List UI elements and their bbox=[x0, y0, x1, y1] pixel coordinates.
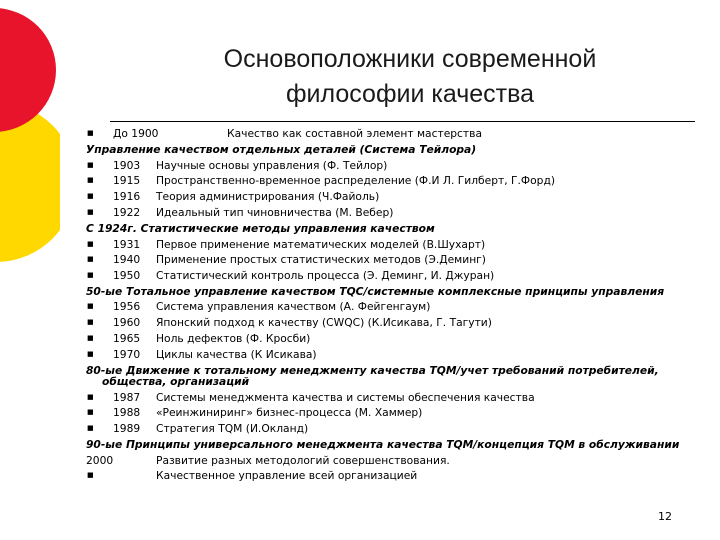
bullet-square-icon: ■ bbox=[87, 349, 94, 358]
list-item-text: Идеальный тип чиновничества (М. Вебер) bbox=[156, 205, 394, 219]
list-item-year: 1988 bbox=[113, 406, 141, 420]
list-item-text: Японский подход к качеству (CWQC) (К.Исикава, Г. Тагути) bbox=[156, 316, 492, 330]
section-heading: С 1924г. Статистические методы управления качеством bbox=[86, 221, 435, 235]
slide-title bbox=[130, 42, 690, 112]
bullet-square-icon: ■ bbox=[87, 471, 94, 480]
list-item bbox=[86, 453, 696, 469]
bullet-square-icon: ■ bbox=[87, 160, 94, 169]
list-item-year: 1916 bbox=[113, 190, 141, 204]
list-item-year: 1970 bbox=[113, 347, 141, 361]
list-item-year: 2000 bbox=[86, 453, 114, 467]
list-item-text: Системы менеджмента качества и системы обеспечения качества bbox=[156, 390, 535, 404]
list-item bbox=[86, 205, 696, 221]
list-item-text: Статистический контроль процесса (Э. Деминг, И. Джуран) bbox=[156, 269, 495, 283]
list-item-year: До 1900 bbox=[113, 127, 159, 140]
list-item-year: 1922 bbox=[113, 205, 141, 219]
decorative-circles bbox=[0, 0, 60, 300]
list-item-text: Теория администрирования (Ч.Файоль) bbox=[156, 190, 380, 204]
list-item-text: Циклы качества (К Исикава) bbox=[156, 347, 317, 361]
title-line-2: философии качества bbox=[285, 80, 535, 108]
list-item-year: 1931 bbox=[113, 237, 141, 251]
bullet-square-icon: ■ bbox=[87, 192, 94, 201]
section-heading: 50-ые Тотальное управление качеством TQC/системные комплексные принципы управления bbox=[86, 284, 665, 298]
list-item-text: Научные основы управления (Ф. Тейлор) bbox=[156, 158, 388, 172]
list-item-year: 1940 bbox=[113, 253, 141, 267]
list-item bbox=[86, 421, 696, 437]
bullet-square-icon: ■ bbox=[87, 392, 94, 401]
list-item-year: 1950 bbox=[113, 269, 141, 283]
bullet-square-icon: ■ bbox=[87, 334, 94, 343]
bullet-square-icon: ■ bbox=[87, 424, 94, 433]
list-item bbox=[86, 237, 696, 253]
bullet-square-icon: ■ bbox=[87, 176, 94, 185]
history-list bbox=[86, 126, 696, 484]
list-item bbox=[86, 299, 696, 315]
bullet-square-icon: ■ bbox=[87, 302, 94, 311]
red-circle-shape bbox=[0, 8, 56, 132]
list-item bbox=[86, 405, 696, 421]
list-item-year: 1989 bbox=[113, 422, 141, 436]
bullet-square-icon: ■ bbox=[87, 255, 94, 264]
list-item-text: Стратегия TQM (И.Окланд) bbox=[156, 422, 309, 436]
list-item-text: «Реинжиниринг» бизнес-процесса (М. Хаммер) bbox=[156, 406, 423, 420]
title-line-1: Основоположники современной bbox=[223, 45, 597, 73]
list-item-year: 1915 bbox=[113, 174, 141, 188]
list-item bbox=[86, 315, 696, 331]
list-item-text: Качественное управление всей организацией bbox=[156, 469, 418, 483]
list-item bbox=[86, 468, 696, 484]
list-item-year: 1987 bbox=[113, 390, 141, 404]
list-item-year: 1965 bbox=[113, 332, 141, 346]
page-number: 12 bbox=[658, 510, 672, 523]
bullet-square-icon: ■ bbox=[87, 318, 94, 327]
list-item-year: 1903 bbox=[113, 158, 141, 172]
bullet-square-icon: ■ bbox=[87, 408, 94, 417]
section-heading: Управление качеством отдельных деталей (Система Тейлора) bbox=[86, 142, 477, 156]
list-item bbox=[86, 331, 696, 347]
section-heading: 90-ые Принципы универсального менеджмента качества TQM/концепция TQM в обслуживании bbox=[86, 438, 680, 452]
bullet-square-icon: ■ bbox=[87, 239, 94, 248]
list-item bbox=[86, 268, 696, 284]
list-item-text: Пространственно-временное распределение (Ф.И Л. Гилберт, Г.Форд) bbox=[156, 174, 555, 188]
list-item-text: Первое применение математических моделей (В.Шухарт) bbox=[156, 237, 486, 251]
title-divider bbox=[110, 121, 695, 122]
section-heading: 80-ые Движение к тотальному менеджменту качества TQM/учет требований потребителей, общества, организаций bbox=[86, 363, 659, 389]
list-item-text: Качество как составной элемент мастерства bbox=[227, 127, 482, 140]
list-item-text: Ноль дефектов (Ф. Кросби) bbox=[156, 332, 311, 346]
list-item-text: Развитие разных методологий совершенствования. bbox=[156, 453, 450, 467]
list-item-year: 1956 bbox=[113, 300, 141, 314]
list-item-text: Система управления качеством (А. Фейгенгаум) bbox=[156, 300, 431, 314]
list-item bbox=[86, 252, 696, 268]
bullet-square-icon: ■ bbox=[87, 207, 94, 216]
bullet-square-icon: ■ bbox=[87, 271, 94, 280]
list-item-text: Применение простых статистических методов (Э.Деминг) bbox=[156, 253, 486, 267]
list-item bbox=[86, 347, 696, 363]
list-item bbox=[86, 158, 696, 174]
list-item bbox=[86, 126, 696, 142]
list-item bbox=[86, 173, 696, 189]
list-item-year: 1960 bbox=[113, 316, 141, 330]
list-item bbox=[86, 189, 696, 205]
bullet-square-icon: ■ bbox=[87, 129, 94, 137]
list-item bbox=[86, 390, 696, 406]
